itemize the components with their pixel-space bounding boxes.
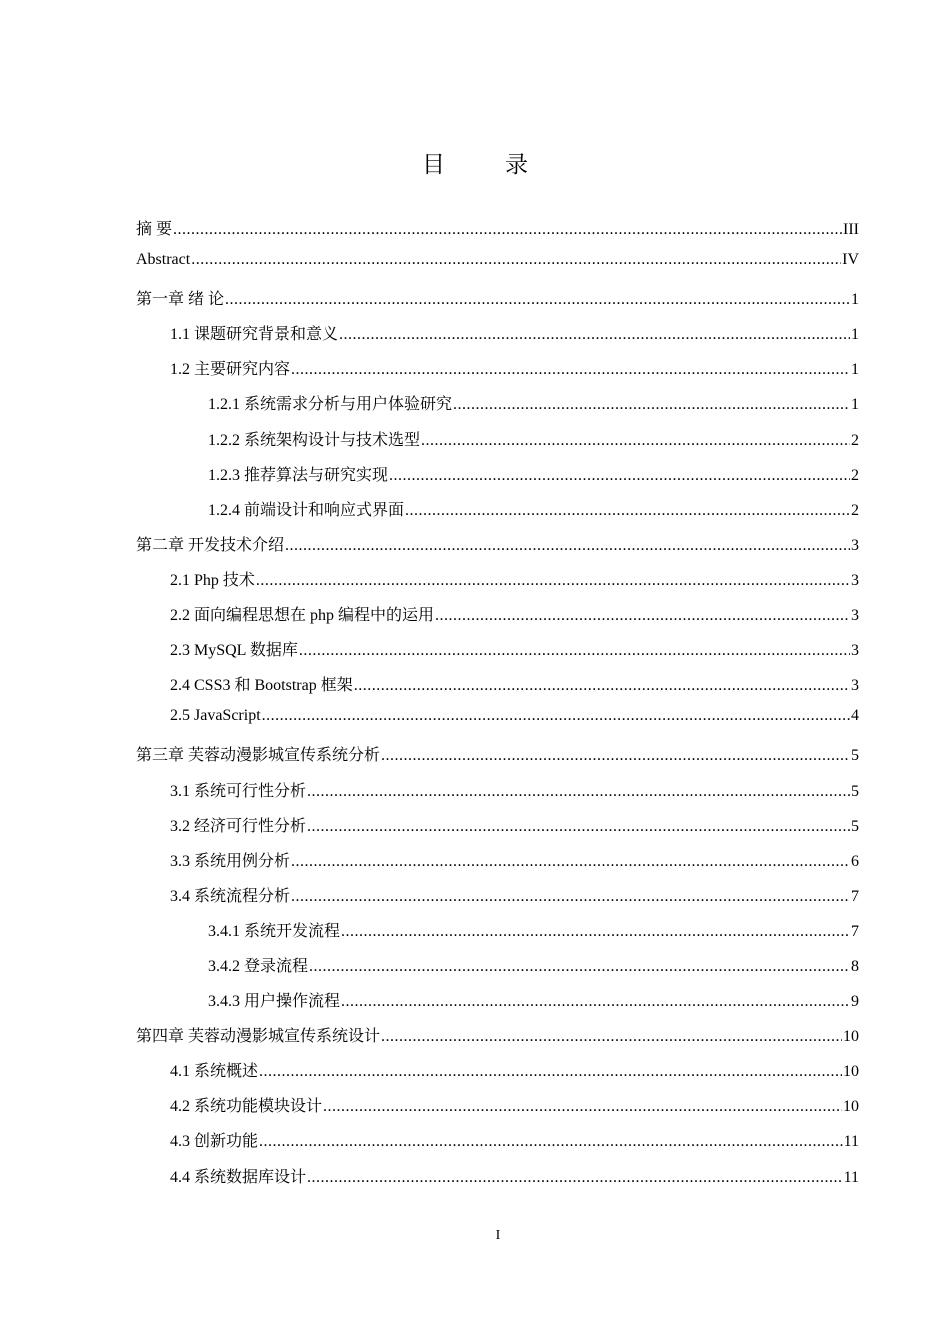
toc-entry-label: 2.5 JavaScript (170, 707, 261, 725)
dot-leader (256, 572, 850, 590)
toc-entry-page: 11 (843, 1133, 859, 1151)
toc-entry-page: 10 (843, 1063, 859, 1081)
dot-leader (323, 1098, 842, 1116)
dot-leader (421, 432, 850, 450)
dot-leader (225, 291, 850, 309)
toc-entry-page: IV (842, 251, 859, 269)
dot-leader (381, 747, 850, 765)
toc-entry[interactable] (136, 707, 859, 742)
toc-entry-label: 1.2.2 系统架构设计与技术选型 (208, 431, 421, 449)
toc-entry-label: 3.4.3 用户操作流程 (208, 993, 341, 1011)
toc-entry-label: 第二章 开发技术介绍 (136, 536, 285, 554)
dot-leader (389, 467, 850, 485)
dot-leader (191, 251, 841, 269)
dot-leader (299, 642, 850, 660)
dot-leader (381, 1028, 842, 1046)
toc-entry[interactable] (136, 567, 859, 602)
toc-entry-label: 2.3 MySQL 数据库 (170, 642, 298, 660)
toc-entry-page: 11 (843, 1168, 859, 1186)
toc-entry-label: 1.2.3 推荐算法与研究实现 (208, 466, 389, 484)
toc-entry-page: 3 (851, 607, 859, 625)
toc-entry-label: 1.1 课题研究背景和意义 (170, 326, 339, 344)
toc-entry-label: 1.2.1 系统需求分析与用户体验研究 (208, 396, 453, 414)
toc-entry[interactable] (136, 1093, 859, 1128)
toc-entry[interactable] (136, 356, 859, 391)
toc-entry[interactable] (136, 1164, 859, 1199)
toc-entry-page: 3 (851, 571, 859, 589)
toc-entry[interactable] (136, 672, 859, 707)
toc-entry[interactable] (136, 532, 859, 567)
toc-entry-label: 4.3 创新功能 (170, 1133, 259, 1151)
dot-leader (309, 958, 850, 976)
toc-entry-page: 2 (851, 501, 859, 519)
toc-entry[interactable] (136, 1128, 859, 1163)
toc-entry[interactable] (136, 286, 859, 321)
toc-entry-page: 10 (843, 1028, 859, 1046)
toc-entry-label: 2.4 CSS3 和 Bootstrap 框架 (170, 677, 353, 695)
dot-leader (259, 1133, 843, 1151)
toc-entry[interactable] (136, 918, 859, 953)
toc-entry-page: 1 (851, 396, 859, 414)
toc-entry-label: 摘 要 (136, 221, 173, 238)
toc-entry-label: 第三章 芙蓉动漫影城宣传系统分析 (136, 747, 381, 765)
dot-leader (291, 361, 850, 379)
toc-entry-page: 8 (851, 957, 859, 975)
toc-entry-label: 1.2.4 前端设计和响应式界面 (208, 501, 405, 519)
toc-entry[interactable] (136, 602, 859, 637)
toc-entry-label: 第四章 芙蓉动漫影城宣传系统设计 (136, 1028, 381, 1046)
toc-entry-label: 3.4.2 登录流程 (208, 957, 309, 975)
dot-leader (259, 1063, 842, 1081)
toc-entry-label: Abstract (136, 251, 191, 269)
toc-entry-page: 5 (851, 747, 859, 765)
dot-leader (339, 326, 850, 344)
toc-entry[interactable] (136, 497, 859, 532)
dot-leader (173, 221, 842, 239)
toc-entry-label: 2.1 Php 技术 (170, 571, 255, 589)
toc-entry[interactable] (136, 953, 859, 988)
dot-leader (405, 502, 850, 520)
toc-entry-label: 2.2 面向编程思想在 php 编程中的运用 (170, 607, 435, 625)
dot-leader (307, 818, 850, 836)
toc-entry-label: 4.1 系统概述 (170, 1063, 259, 1081)
toc-entry-page: 3 (851, 642, 859, 660)
toc-entry[interactable] (136, 988, 859, 1023)
toc-entry[interactable] (136, 848, 859, 883)
dot-leader (354, 677, 850, 695)
toc-entry-page: 10 (843, 1098, 859, 1116)
toc-entry[interactable] (136, 883, 859, 918)
toc-entry[interactable] (136, 1023, 859, 1058)
toc-title-char: 录 (505, 152, 528, 178)
dot-leader (307, 783, 850, 801)
toc-entry-page: 6 (851, 852, 859, 870)
toc-entry-label: 3.2 经济可行性分析 (170, 817, 307, 835)
toc-entry-page: 3 (851, 677, 859, 695)
toc-entry-page: 3 (851, 536, 859, 554)
toc-entry[interactable] (136, 1058, 859, 1093)
toc-entry-label: 3.4.1 系统开发流程 (208, 922, 341, 940)
toc-entry[interactable] (136, 427, 859, 462)
toc-entry-label: 3.3 系统用例分析 (170, 852, 291, 870)
toc-entry[interactable] (136, 216, 859, 251)
toc-entry-label: 4.4 系统数据库设计 (170, 1168, 307, 1186)
toc-entry-page: 2 (851, 466, 859, 484)
toc-entry-page: 1 (851, 326, 859, 344)
dot-leader (435, 607, 850, 625)
toc-entry-page: 4 (851, 707, 859, 725)
dot-leader (291, 888, 850, 906)
dot-leader (341, 993, 850, 1011)
toc-title (0, 146, 950, 179)
toc-entry-label: 4.2 系统功能模块设计 (170, 1098, 323, 1116)
toc-entry-page: 7 (851, 887, 859, 905)
toc-entry-label: 1.2 主要研究内容 (170, 361, 291, 379)
toc-entry-page: 2 (851, 431, 859, 449)
toc-entry-page: 7 (851, 922, 859, 940)
dot-leader (341, 923, 850, 941)
toc-entry-page: III (843, 221, 859, 238)
toc-entry-label: 3.4 系统流程分析 (170, 887, 291, 905)
dot-leader (262, 707, 850, 725)
toc-entry-page: 5 (851, 782, 859, 800)
toc-entry[interactable] (136, 813, 859, 848)
dot-leader (285, 537, 850, 555)
table-of-contents (136, 216, 859, 1199)
toc-entry-page: 9 (851, 993, 859, 1011)
toc-entry[interactable] (136, 742, 859, 777)
dot-leader (453, 396, 850, 414)
toc-entry-label: 3.1 系统可行性分析 (170, 782, 307, 800)
toc-entry[interactable] (136, 391, 859, 426)
toc-entry-label: 第一章 绪 论 (136, 291, 225, 309)
dot-leader (291, 853, 850, 871)
page-number: I (495, 1228, 501, 1243)
toc-entry-page: 1 (851, 361, 859, 379)
dot-leader (307, 1169, 843, 1187)
toc-entry[interactable] (136, 462, 859, 497)
toc-entry[interactable] (136, 778, 859, 813)
toc-entry[interactable] (136, 251, 859, 286)
toc-entry[interactable] (136, 637, 859, 672)
toc-entry-page: 1 (851, 291, 859, 309)
toc-entry-page: 5 (851, 817, 859, 835)
toc-entry[interactable] (136, 321, 859, 356)
toc-title-char: 目 (422, 152, 445, 178)
